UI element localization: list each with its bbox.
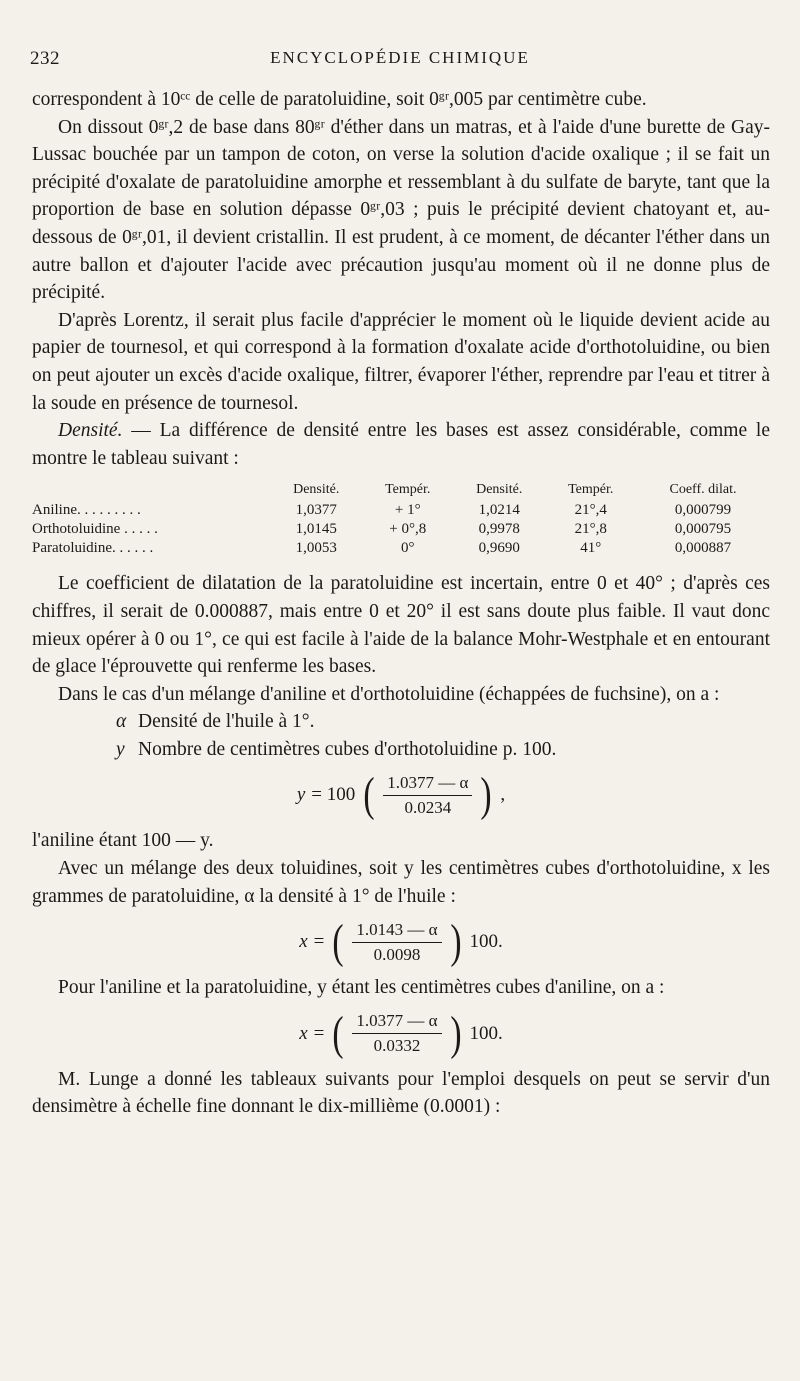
definition-y xyxy=(32,736,770,764)
table-header-cell: Tempér. xyxy=(568,482,614,498)
table-cell: 0,9690 xyxy=(478,540,520,557)
formula-tail: , xyxy=(500,784,506,806)
formula-lhs: x xyxy=(299,931,308,953)
left-paren: ( xyxy=(332,1006,344,1060)
table-row xyxy=(32,520,770,539)
fraction xyxy=(352,1011,441,1056)
numerator: 1.0377 — α xyxy=(352,1011,441,1034)
running-title: ENCYCLOPÉDIE CHIMIQUE xyxy=(270,48,530,67)
table-cell: + 1° xyxy=(394,502,421,519)
table-cell: 1,0145 xyxy=(295,521,337,538)
formula-1 xyxy=(32,768,770,822)
definition-text: Densité de l'huile à 1°. xyxy=(138,711,315,733)
table-cell: 1,0377 xyxy=(295,502,337,519)
table-cell: 21°,4 xyxy=(574,502,607,519)
paragraph-5: Le coefficient de dilatation de la paratoluidine est incertain, entre 0 et 40° ; d'après ces chiffres, il serait de 0.000887, mais entre 0 et 20° il est sans doute plus faible. Il vaut donc mieux opérer à 0 ou 1°, ce qui est facile à l'aide de la balance Mohr-Westphale et en entourant de glace l'éprouvette qui renferme les bases. xyxy=(32,573,770,678)
formula-eq: = xyxy=(313,1022,325,1044)
density-table xyxy=(32,482,770,558)
fraction xyxy=(383,773,472,818)
table-cell: + 0°,8 xyxy=(389,521,427,538)
table-header-cell: Tempér. xyxy=(385,482,431,498)
right-paren: ) xyxy=(449,1006,462,1060)
definition-alpha xyxy=(32,708,770,736)
definition-symbol: α xyxy=(116,711,127,733)
table-cell: Orthotoluidine . . . . . xyxy=(32,521,158,538)
page-body xyxy=(32,86,770,1121)
table-cell: 0,000887 xyxy=(674,540,732,557)
right-paren: ) xyxy=(480,768,492,822)
formula-tail: 100. xyxy=(469,1022,503,1044)
table-header-cell: Densité. xyxy=(476,482,523,498)
numerator: 1.0377 — α xyxy=(383,773,472,796)
numerator: 1.0143 — α xyxy=(352,920,441,943)
table-cell: Paratoluidine. . . . . . xyxy=(32,540,154,557)
table-cell: 41° xyxy=(580,540,602,557)
formula-2 xyxy=(32,915,770,969)
table-cell: 21°,8 xyxy=(574,521,607,538)
left-paren: ( xyxy=(363,768,375,822)
paragraph-8: Avec un mélange des deux toluidines, soit y les centimètres cubes d'orthotoluidine, x les grammes de paratoluidine, α la densité à 1° de l'huile : xyxy=(32,858,770,907)
paragraph-6: Dans le cas d'un mélange d'aniline et d'orthotoluidine (échappées de fuchsine), on a : xyxy=(58,683,720,705)
page-header xyxy=(30,48,770,74)
table-header-cell: Coeff. dilat. xyxy=(669,482,737,498)
table-row xyxy=(32,539,770,558)
table-cell: 1,0053 xyxy=(295,540,337,557)
table-header-cell: Densité. xyxy=(293,482,340,498)
formula-3 xyxy=(32,1006,770,1060)
denominator: 0.0234 xyxy=(404,797,452,817)
table-cell: 1,0214 xyxy=(478,502,520,519)
left-paren: ( xyxy=(332,915,344,969)
formula-eq: = xyxy=(313,931,325,953)
paragraph-2: On dissout 0ᵍʳ,2 de base dans 80ᵍʳ d'éther dans un matras, et à l'aide d'une burette de Gay-Lussac bouchée par un tampon de coton, on verse la solution d'acide oxalique ; il se fait un précipité d'oxalate de paratoluidine amorphe et ressemblant à du sulfate de baryte, tant que la proportion de base en solution dépasse 0ᵍʳ,03 ; puis le précipité devient chatoyant et, au-dessous de 0ᵍʳ,01, il devient cristallin. Il est prudent, à ce moment, de décanter l'éther dans un autre ballon et d'ajouter l'acide avec précaution jusqu'au moment où il ne donne plus de précipité. xyxy=(32,116,770,304)
paragraph-3: D'après Lorentz, il serait plus facile d'apprécier le moment où le liquide devient acide au papier de tournesol, et qui correspond à la formation d'oxalate acide d'orthotoluidine, ou bien on peut ajouter un excès d'acide oxalique, filtrer, évaporer l'éther, reprendre par l'eau et titrer à la soude en présence de tournesol. xyxy=(32,309,770,414)
table-row xyxy=(32,501,770,520)
density-intro: — La différence de densité entre les bases est assez considérable, comme le montre le tableau suivant : xyxy=(32,420,770,469)
formula-lhs: y xyxy=(296,784,306,806)
paragraph-10: M. Lunge a donné les tableaux suivants pour l'emploi desquels on peut se servir d'un densimètre à échelle fine donnant le dix-millième (0.0001) : xyxy=(32,1068,770,1118)
formula-lhs: x xyxy=(299,1022,308,1044)
table-header-cell xyxy=(32,482,270,501)
definition-text: Nombre de centimètres cubes d'orthotoluidine p. 100. xyxy=(138,738,557,760)
formula-eq: = 100 xyxy=(311,784,356,806)
denominator: 0.0332 xyxy=(373,1036,421,1056)
paragraph-4 xyxy=(32,417,770,472)
fraction xyxy=(352,920,441,965)
page-number: 232 xyxy=(30,48,60,69)
table-cell: 0,9978 xyxy=(478,521,520,538)
table-cell: 0,000795 xyxy=(674,521,732,538)
table-cell: 0,000799 xyxy=(674,502,732,519)
paragraph-1: correspondent à 10ᶜᶜ de celle de paratoluidine, soit 0ᵍʳ,005 par centimètre cube. xyxy=(32,89,647,110)
definition-symbol: y xyxy=(116,738,125,760)
paragraph-9: Pour l'aniline et la paratoluidine, y étant les centimètres cubes d'aniline, on a : xyxy=(58,977,665,999)
right-paren: ) xyxy=(449,915,462,969)
table-cell: 0° xyxy=(400,540,415,557)
denominator: 0.0098 xyxy=(373,944,421,964)
table-cell: Aniline. . . . . . . . . xyxy=(32,502,141,519)
density-label: Densité. xyxy=(58,420,123,442)
formula-tail: 100. xyxy=(469,931,503,953)
table-header-row xyxy=(32,482,770,501)
paragraph-7: l'aniline étant 100 — y. xyxy=(32,830,214,852)
